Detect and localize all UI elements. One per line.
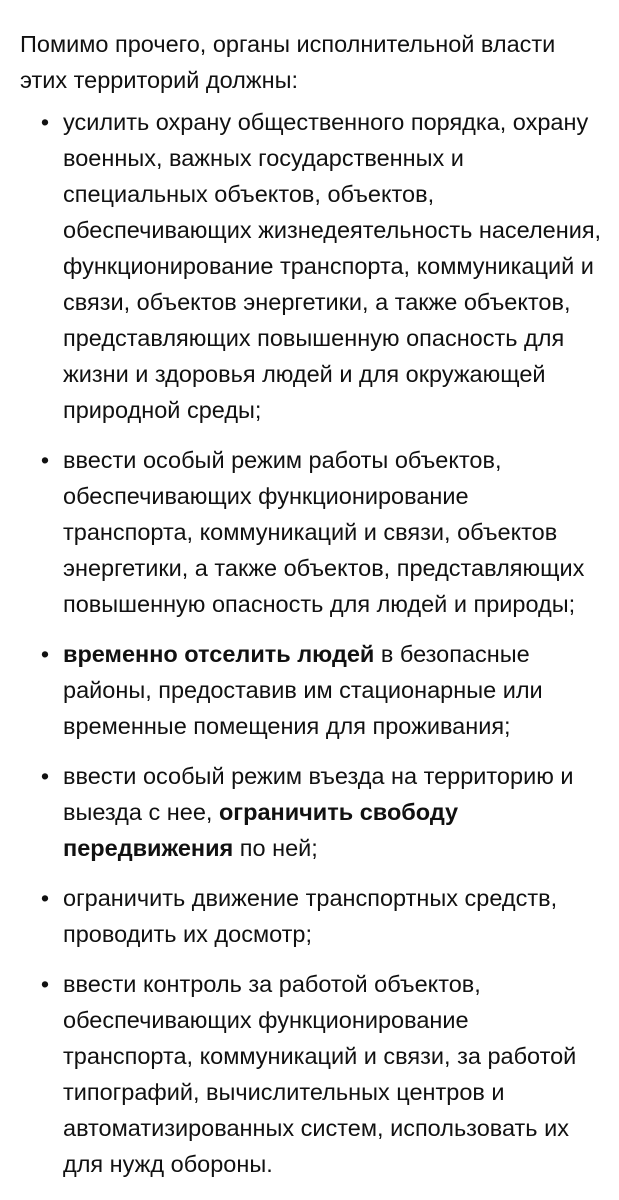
list-item [20, 442, 605, 622]
item-text-bold: ограничить свободу передвижения [63, 799, 459, 861]
bullet-icon: • [40, 763, 50, 789]
list-item [20, 758, 605, 866]
item-text-bold: временно отселить людей [63, 641, 375, 667]
intro-paragraph: Помимо прочего, органы исполнительной власти этих территорий должны: [20, 31, 556, 93]
item-text-post: усилить охрану общественного порядка, охрану военных, важных государственных и специальных объектов, объектов, обеспечивающих жизнедеятельность населения, функционирование транспорта, коммуникаций и связи, объектов энергетики, а также объектов, представляющих повышенную опасность для жизни и здоровья людей и для окружающей природной среды; [63, 109, 602, 423]
list-item [20, 104, 605, 428]
item-text-post: ввести особый режим работы объектов, обеспечивающих функционирование транспорта, коммуникаций и связи, объектов энергетики, а также объектов, представляющих повышенную опасность для людей и природы; [63, 447, 585, 617]
list-item [20, 636, 605, 744]
list-item [20, 880, 605, 952]
item-text-post: в безопасные районы, предоставив им стационарные или временные помещения для проживания; [63, 641, 543, 739]
item-text-post: ввести контроль за работой объектов, обеспечивающих функционирование транспорта, коммуникаций и связи, за работой типографий, вычислительных центров и автоматизированных систем, использовать их для нужд обороны. [63, 971, 577, 1177]
item-text-post: по ней; [233, 835, 318, 861]
measures-list [20, 104, 605, 1182]
bullet-icon: • [40, 109, 50, 135]
item-text-pre: ввести особый режим въезда на территорию и выезда с нее, [63, 763, 574, 825]
bullet-icon: • [40, 641, 50, 667]
bullet-icon: • [40, 971, 50, 997]
list-item [20, 966, 605, 1182]
item-text-post: ограничить движение транспортных средств, проводить их досмотр; [63, 885, 558, 947]
bullet-icon: • [40, 885, 50, 911]
bullet-icon: • [40, 447, 50, 473]
